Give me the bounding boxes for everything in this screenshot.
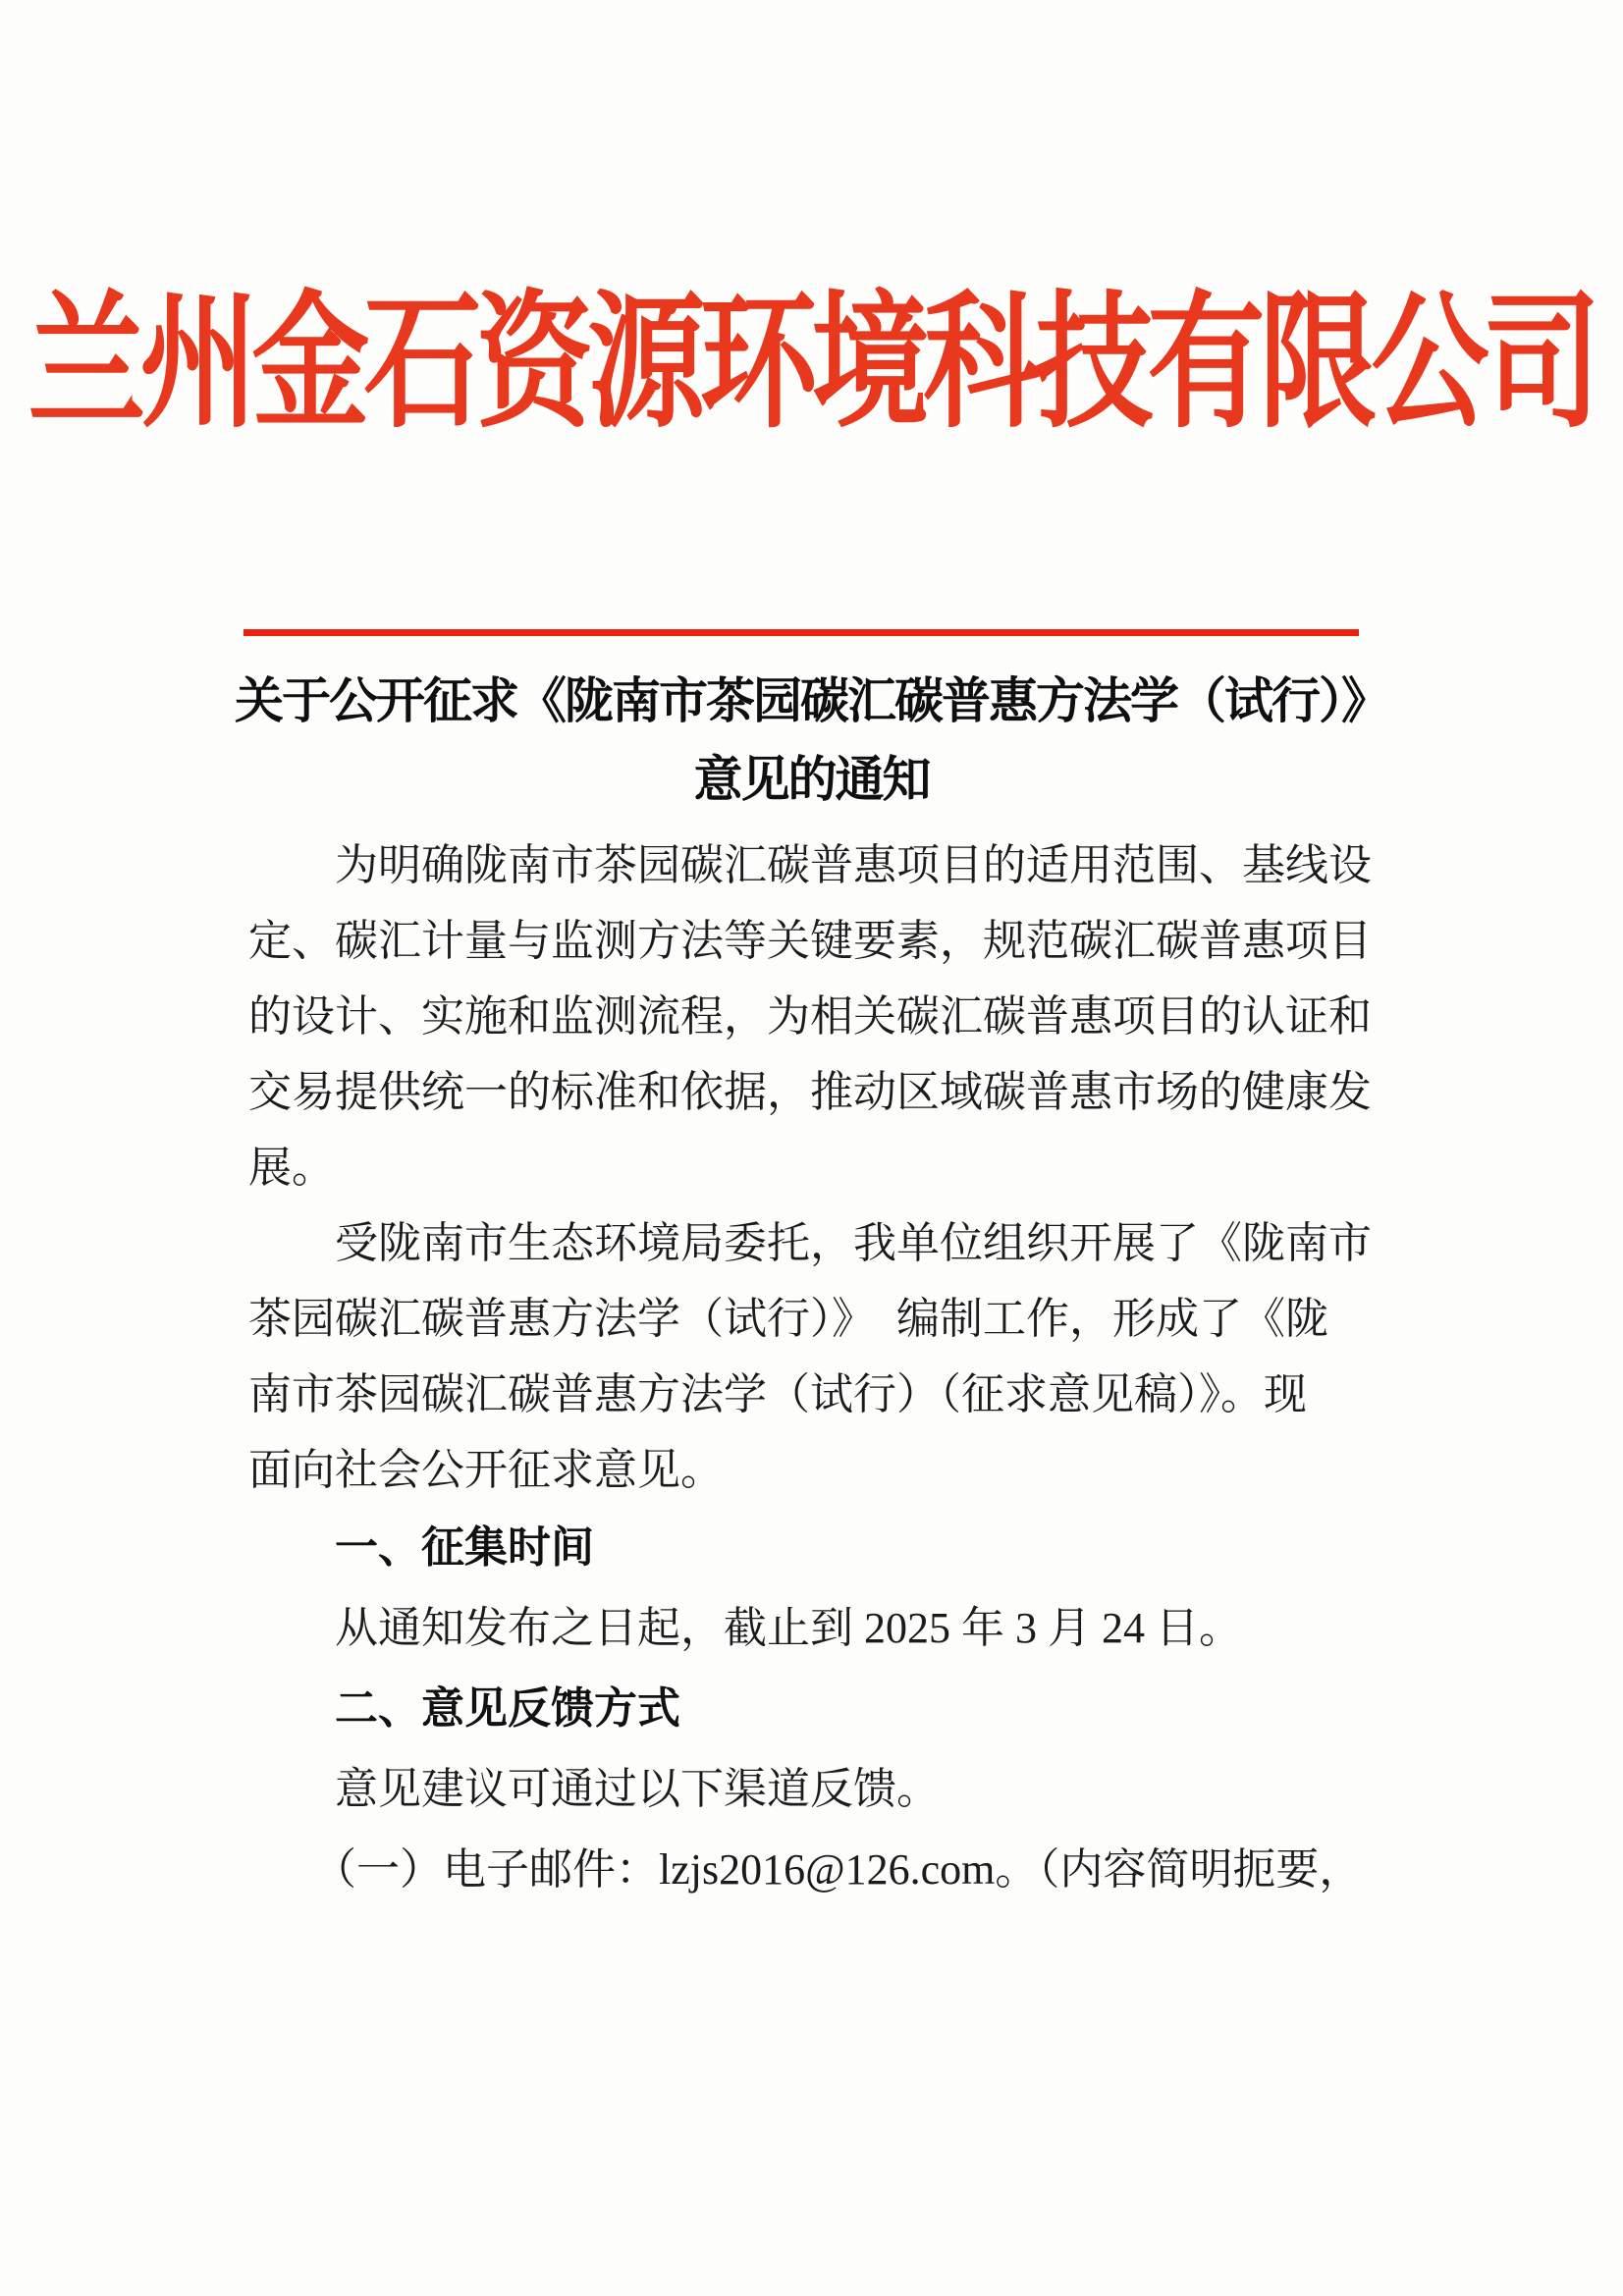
- document-title-line2: 意见的通知: [693, 752, 930, 807]
- section-heading-collection-time: 一、征集时间: [335, 1523, 594, 1572]
- body-line: 受陇南市生态环境局委托，我单位组织开展了《陇南市: [248, 1219, 1372, 1267]
- letterhead-company-name: 兰州金石资源环境科技有限公司: [27, 282, 1596, 446]
- body-line: 定、碳汇计量与监测方法等关键要素，规范碳汇碳普惠项目: [248, 917, 1372, 965]
- section-heading-feedback-method: 二、意见反馈方式: [335, 1684, 680, 1733]
- body-line: 交易提供统一的标准和依据，推动区域碳普惠市场的健康发: [248, 1068, 1372, 1116]
- body-line: 茶园碳汇碳普惠方法学（试行）》 编制工作，形成了《陇: [248, 1295, 1328, 1343]
- body-line: 南市茶园碳汇碳普惠方法学（试行）（征求意见稿）》。现: [248, 1370, 1307, 1418]
- document-title-line1: 关于公开征求《陇南市茶园碳汇碳普惠方法学（试行）》: [235, 673, 1388, 728]
- body-line-email: （一）电子邮件：lzjs2016@126.com。（内容简明扼要，: [248, 1845, 1363, 1894]
- body-line: 展。: [248, 1144, 335, 1192]
- document-title: [0, 662, 1623, 819]
- body-line: 的设计、实施和监测流程，为相关碳汇碳普惠项目的认证和: [248, 992, 1372, 1041]
- body-line: 面向社会公开征求意见。: [248, 1446, 724, 1494]
- body-line: 意见建议可通过以下渠道反馈。: [248, 1765, 940, 1813]
- letterhead-divider: [243, 629, 1359, 636]
- document-body: [248, 828, 1397, 1910]
- body-line: 为明确陇南市茶园碳汇碳普惠项目的适用范围、基线设: [248, 841, 1372, 889]
- body-line: 从通知发布之日起，截止到 2025 年 3 月 24 日。: [248, 1604, 1242, 1652]
